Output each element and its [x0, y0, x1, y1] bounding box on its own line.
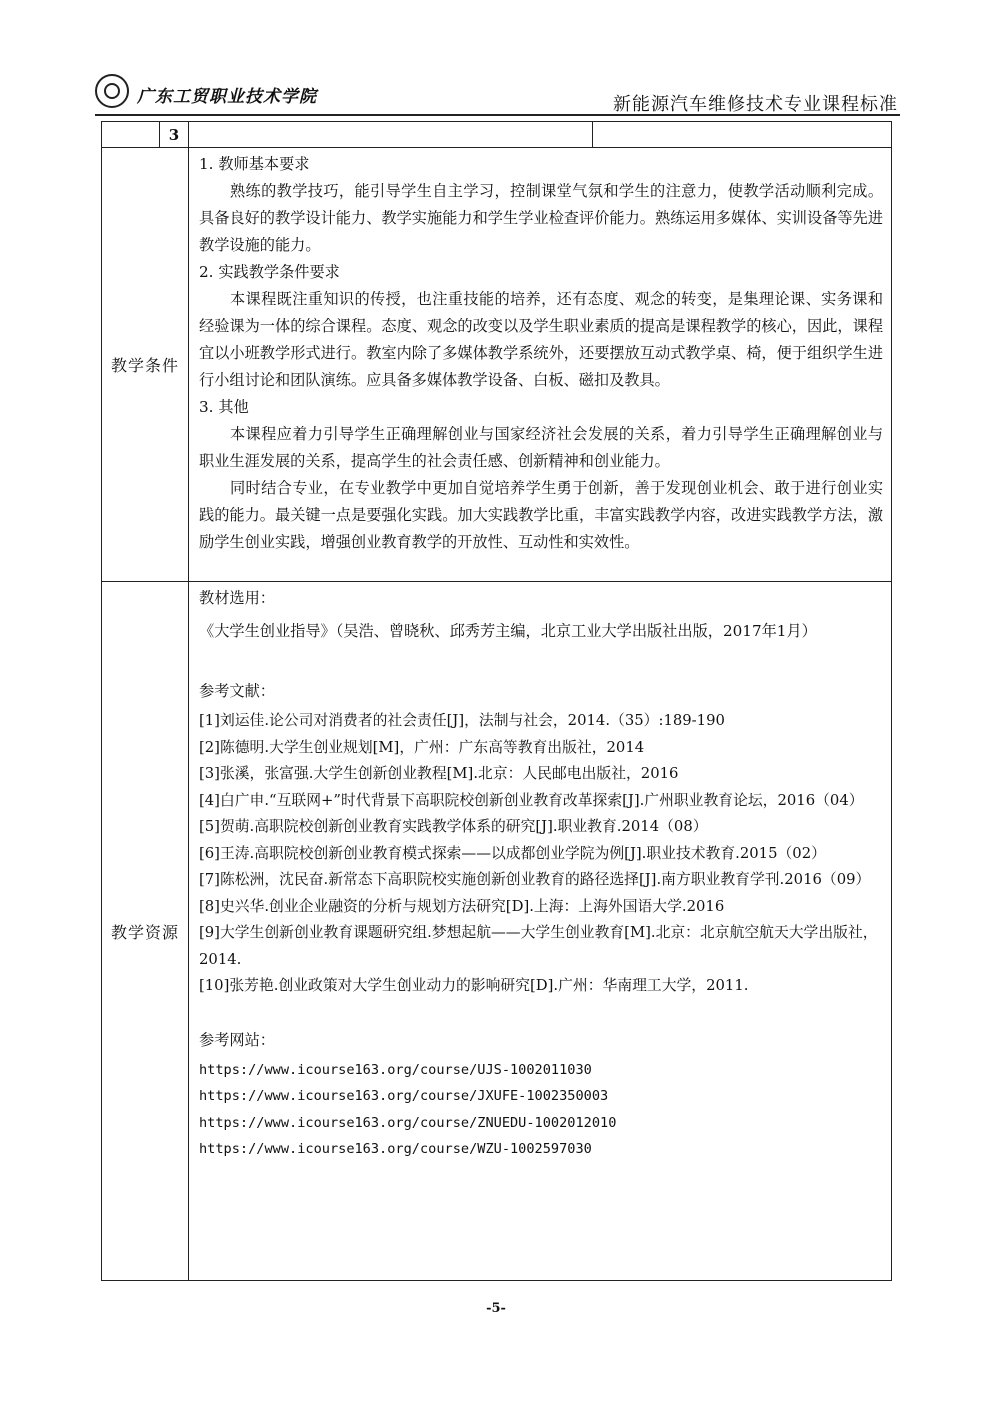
paragraph: 同时结合专业，在专业教学中更加自觉培养学生勇于创新，善于发现创业机会、敢于进行创业实践的能力。最关键一点是要强化实践。加大实践教学比重，丰富实践教学内容，改进实践教学方法，激励学生创业实践，增强创业教育教学的开放性、互动性和实效性。: [199, 479, 883, 551]
reference-item: [9]大学生创新创业教育课题研究组.梦想起航——大学生创业教育[M].北京：北京航空航天大学出版社，2014.: [199, 924, 878, 968]
paragraph: 本课程应着力引导学生正确理解创业与国家经济社会发展的关系，着力引导学生正确理解创业与职业生涯发展的关系，提高学生的社会责任感、创新精神和创业能力。: [199, 425, 883, 470]
row-number: 3: [160, 122, 189, 148]
school-logo-icon: [95, 74, 129, 108]
page-number: -5-: [486, 1301, 506, 1316]
course-standard-table: [101, 121, 892, 1281]
paragraph: 本课程既注重知识的传授，也注重技能的培养，还有态度、观念的转变，是集理论课、实务课和经验课为一体的综合课程。态度、观念的改变以及学生职业素质的提高是课程教学的核心，因此，课程宜以小班教学形式进行。教室内除了多媒体教学系统外，还要摆放互动式教学桌、椅，便于组织学生进行小组讨论和团队演练。应具备多媒体教学设备、白板、磁扣及教具。: [199, 290, 883, 389]
website-link[interactable]: https://www.icourse163.org/course/JXUFE-1002350003: [199, 1088, 609, 1104]
resources-label: 教学资源: [102, 582, 189, 1281]
table-row-resources: [102, 582, 892, 1281]
page-header: [95, 70, 900, 116]
reference-item: [5]贺萌.高职院校创新创业教育实践教学体系的研究[J].职业教育.2014（08）: [199, 818, 708, 835]
reference-item: [2]陈德明.大学生创业规划[M]，广州：广东高等教育出版社，2014: [199, 738, 645, 756]
empty-cell: [102, 122, 160, 148]
empty-cell: [593, 122, 892, 148]
section-heading: 2. 实践教学条件要求: [199, 263, 340, 281]
textbook-entry: 《大学生创业指导》（吴浩、曾晓秋、邱秀芳主编，北京工业大学出版社出版，2017年1月）: [199, 622, 817, 640]
table-row-conditions: [102, 148, 892, 582]
websites-heading: 参考网站：: [199, 1030, 275, 1049]
conditions-label: 教学条件: [102, 148, 189, 582]
references-heading: 参考文献：: [199, 682, 275, 700]
section-heading: 1. 教师基本要求: [199, 155, 310, 173]
reference-item: [4]白广申.“互联网+”时代背景下高职院校创新创业教育改革探索[J].广州职业教育论坛，2016（04）: [199, 791, 864, 809]
paragraph: 熟练的教学技巧，能引导学生自主学习，控制课堂气氛和学生的注意力，使教学活动顺利完成。具备良好的教学设计能力、教学实施能力和学生学业检查评价能力。熟练运用多媒体、实训设备等先进教学设施的能力。: [199, 182, 883, 254]
section-heading: 3. 其他: [199, 398, 249, 416]
conditions-content: [189, 148, 892, 582]
reference-item: [3]张溪，张富强.大学生创新创业教程[M].北京：人民邮电出版社，2016: [199, 765, 679, 782]
website-link[interactable]: https://www.icourse163.org/course/WZU-1002597030: [199, 1141, 592, 1157]
reference-item: [1]刘运佳.论公司对消费者的社会责任[J]，法制与社会，2014.（35）:189-190: [199, 712, 725, 729]
textbook-heading: 教材选用：: [199, 589, 275, 607]
website-link[interactable]: https://www.icourse163.org/course/ZNUEDU-1002012010: [199, 1114, 617, 1131]
school-name: 广东工贸职业技术学院: [137, 87, 317, 107]
reference-item: [10]张芳艳.创业政策对大学生创业动力的影响研究[D].广州：华南理工大学，2011.: [199, 977, 749, 994]
reference-item: [8]史兴华.创业企业融资的分析与规划方法研究[D].上海：上海外国语大学.2016: [199, 897, 725, 915]
reference-item: [7]陈松洲，沈民奋.新常态下高职院校实施创新创业教育的路径选择[J].南方职业教育学刊.2016（09）: [199, 871, 871, 888]
website-link[interactable]: https://www.icourse163.org/course/UJS-1002011030: [199, 1061, 592, 1078]
reference-item: [6]王涛.高职院校创新创业教育模式探索——以成都创业学院为例[J].职业技术教育.2015（02）: [199, 844, 826, 862]
empty-cell: [189, 122, 593, 148]
table-row-top: [102, 122, 892, 148]
resources-content: [189, 582, 892, 1281]
document-title: 新能源汽车维修技术专业课程标准: [613, 94, 898, 115]
